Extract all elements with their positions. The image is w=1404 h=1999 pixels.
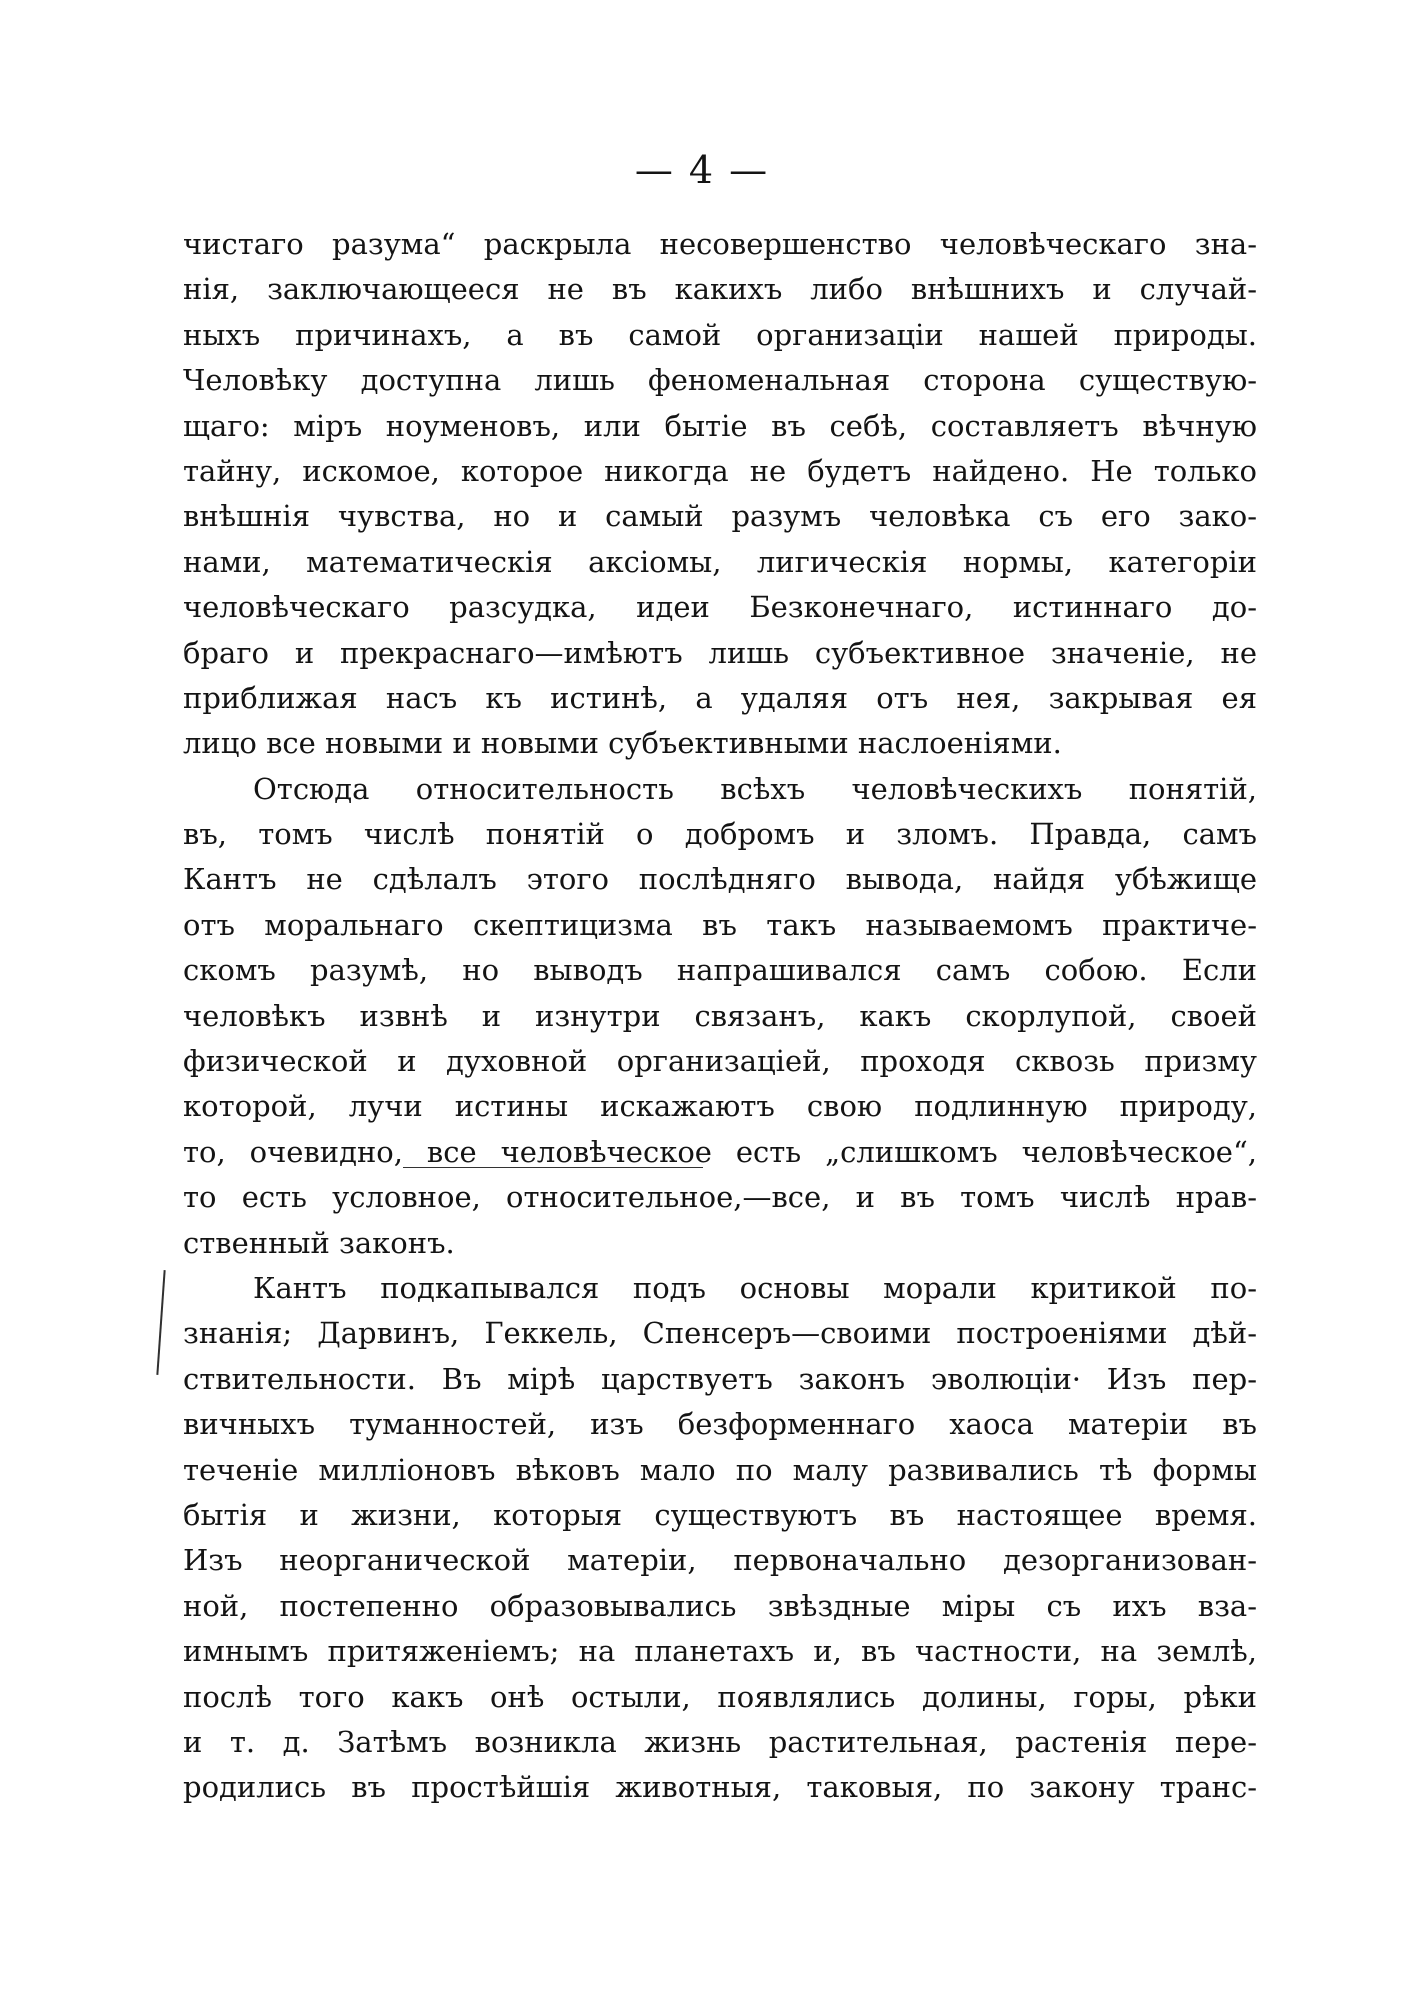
text-line: родились въ простѣйшія животныя, таковыя, по закону транс- <box>183 1770 1257 1805</box>
text-line: имнымъ притяженіемъ; на планетахъ и, въ частности, на землѣ, <box>183 1634 1257 1669</box>
text-line: физической и духовной организаціей, проходя сквозь призму <box>183 1044 1257 1079</box>
text-line: и т. д. Затѣмъ возникла жизнь растительная, растенія пере- <box>183 1724 1257 1759</box>
text-line: ствительности. Въ мірѣ царствуетъ законъ эволюціи· Изъ пер- <box>183 1361 1257 1396</box>
page-number: — 4 — <box>634 148 770 192</box>
text-line: вичныхъ туманностей, изъ безформеннаго хаоса матеріи въ <box>183 1407 1257 1442</box>
text-line: которой, лучи истины искажаютъ свою подлинную природу, <box>183 1089 1257 1124</box>
paragraph-start-line: Кантъ подкапывался подъ основы морали критикой по- <box>253 1270 1257 1305</box>
body-text <box>183 222 1257 1811</box>
text-line: лицо все новыми и новыми субъективными наслоеніями. <box>183 726 1062 761</box>
margin-pencil-mark <box>156 1270 165 1375</box>
text-line: Человѣку доступна лишь феноменальная сторона существую- <box>183 363 1257 398</box>
text-line: ственный законъ. <box>183 1225 455 1260</box>
text-line: послѣ того какъ онѣ остыли, появлялись долины, горы, рѣки <box>183 1679 1257 1714</box>
text-line: нія, заключающееся не въ какихъ либо внѣшнихъ и случай- <box>183 272 1257 307</box>
text-line: чистаго разума“ раскрыла несовершенство человѣческаго зна- <box>183 227 1257 261</box>
text-line: Изъ неорганической матеріи, первоначально дезорганизован- <box>183 1543 1257 1578</box>
text-line: ныхъ причинахъ, а въ самой организаціи нашей природы. <box>183 317 1257 352</box>
text-line: нами, математическія аксіомы, лигическія нормы, категоріи <box>183 544 1257 579</box>
paragraph-start-line: Отсюда относительность всѣхъ человѣческихъ понятій, <box>253 771 1257 806</box>
text-line: скомъ разумѣ, но выводъ напрашивался самъ собою. Если <box>183 953 1257 988</box>
text-line: приближая насъ къ истинѣ, а удаляя отъ нея, закрывая ея <box>183 680 1257 715</box>
text-line: ной, постепенно образовывались звѣздные міры съ ихъ вза- <box>183 1588 1257 1623</box>
text-line: человѣкъ извнѣ и изнутри связанъ, какъ скорлупой, своей <box>183 998 1257 1033</box>
text-line: внѣшнія чувства, но и самый разумъ человѣка съ его зако- <box>183 499 1257 534</box>
text-line: Кантъ не сдѣлалъ этого послѣдняго вывода, найдя убѣжище <box>183 862 1257 897</box>
text-line: то, очевидно, все человѣческое есть „слишкомъ человѣческое“, <box>183 1134 1257 1169</box>
text-line: браго и прекраснаго—имѣютъ лишь субъективное значеніе, не <box>183 635 1257 670</box>
text-line: щаго: міръ ноуменовъ, или бытіе въ себѣ, составляетъ вѣчную <box>183 408 1257 443</box>
text-line: то есть условное, относительное,—все, и въ томъ числѣ нрав- <box>183 1180 1257 1215</box>
text-line: бытія и жизни, которыя существуютъ въ настоящее время. <box>183 1497 1257 1532</box>
text-line: отъ моральнаго скептицизма въ такъ называемомъ практиче- <box>183 907 1257 942</box>
text-line: теченіе милліоновъ вѣковъ мало по малу развивались тѣ формы <box>183 1452 1257 1487</box>
text-line: знанія; Дарвинъ, Геккель, Спенсеръ—своими построеніями дѣй- <box>183 1316 1257 1351</box>
text-line: въ, томъ числѣ понятій о добромъ и зломъ. Правда, самъ <box>183 817 1257 852</box>
text-line: тайну, искомое, которое никогда не будетъ найдено. Не только <box>183 453 1257 488</box>
text-line: человѣческаго разсудка, идеи Безконечнаго, истиннаго до- <box>183 590 1257 625</box>
